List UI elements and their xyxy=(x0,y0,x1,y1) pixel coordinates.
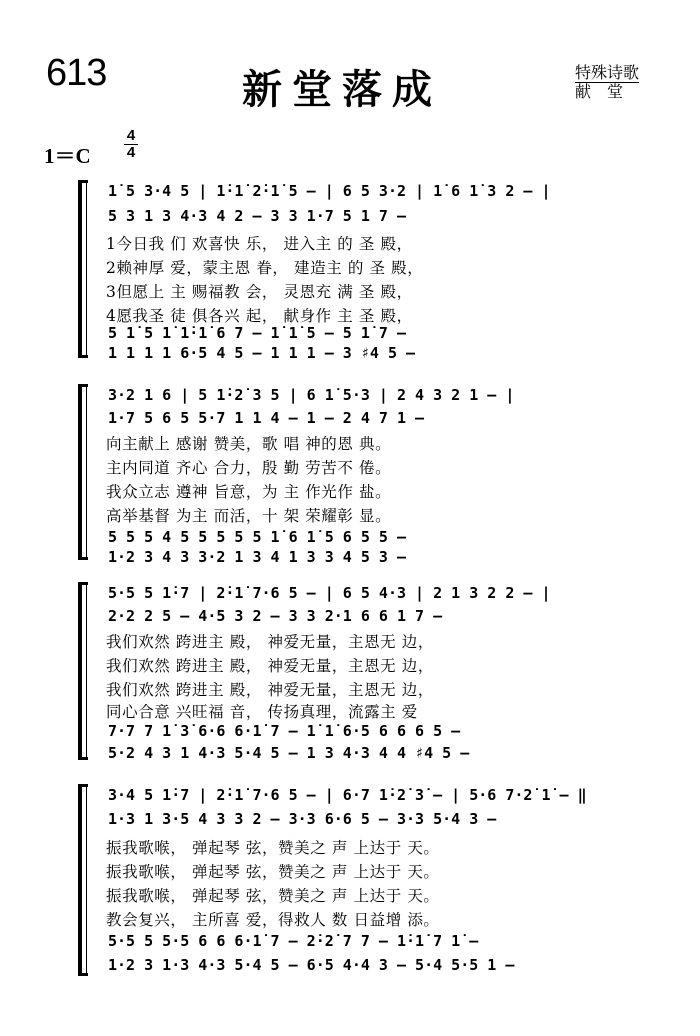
lyric-verse-2: 主内同道 齐心 合力，殷 勤 劳苦不 倦。 xyxy=(106,459,392,477)
melody-line: 5·5 5 1̇·7 | 2̇·1̇ 7·6 5 – | 6 5 4·3 | 2 1 3 2 2 – | xyxy=(108,584,551,602)
key-signature: 1＝C xyxy=(44,144,91,168)
tenor-line: 5 1̇ 5 1̇ 1̇·1̇ 6 7 – 1̇ 1̇ 5 – 5 1̇ 7 – xyxy=(108,324,407,342)
lyric-verse-3: 3但愿上 主 赐福教 会， 灵恩充 满 圣 殿， xyxy=(106,283,413,301)
lyric-verse-1: 向主献上 感谢 赞美，歌 唱 神的恩 典。 xyxy=(106,435,392,453)
alto-line: 1·3 1 3·5 4 3 3 2 – 3·3 6·6 5 – 3·3 5·4 3 – xyxy=(108,810,497,828)
music-system-4 xyxy=(78,782,678,978)
alto-line: 1·7 5 6 5 5·7 1 1 4 – 1 – 2 4 7 1 – xyxy=(108,409,425,427)
time-signature-bottom: 4 xyxy=(126,144,136,161)
tenor-line: 7·7 7 1̇ 3̇ 6·6 6·1̇ 7 – 1̇ 1̇ 6·5 6 6 6 5 – xyxy=(108,722,461,740)
lyric-verse-2: 振我歌喉， 弹起琴 弦，赞美之 声 上达于 天。 xyxy=(106,863,440,881)
category-label: 特殊诗歌 xyxy=(575,63,640,82)
music-system-1 xyxy=(78,178,678,360)
system-brace xyxy=(78,384,82,560)
music-system-3 xyxy=(78,580,678,762)
lyric-verse-2: 我们欢然 跨进主 殿， 神爱无量，主恩无 边， xyxy=(106,657,435,675)
time-signature xyxy=(124,128,138,161)
bass-line: 1·2 3 4 3 3·2 1 3 4 1 3 3 4 5 3 – xyxy=(108,548,407,566)
lyric-verse-1: 1今日我 们 欢喜快 乐， 进入主 的 圣 殿， xyxy=(106,235,413,253)
tenor-line: 5·5 5 5·5 6 6 6·1̇ 7 – 2̇·2̇ 7 7 – 1̇·1̇ 7 1̇ – xyxy=(108,932,479,950)
system-bracket xyxy=(86,180,87,358)
lyric-verse-4: 教会复兴， 主所喜 爱，得救人 数 日益增 添。 xyxy=(106,911,440,929)
bass-line: 1 1 1 1 6·5 4 5 – 1 1 1 – 3 ♯4 5 – xyxy=(108,344,416,362)
system-bracket xyxy=(86,582,87,760)
lyric-verse-4: 同心合意 兴旺福 音， 传扬真理，流露主 爱 xyxy=(106,703,418,721)
lyric-verse-3: 振我歌喉， 弹起琴 弦，赞美之 声 上达于 天。 xyxy=(106,887,440,905)
music-system-2 xyxy=(78,382,678,566)
lyric-verse-2: 2赖神厚 爱，蒙主恩 眷， 建造主 的 圣 殿， xyxy=(106,259,424,277)
subcategory-label: 献 堂 xyxy=(575,82,624,101)
alto-line: 2·2 2 5 – 4·5 3 2 – 3 3 2·1 6 6 1 7 – xyxy=(108,607,443,625)
system-brace xyxy=(78,784,82,976)
melody-line: 3·4 5 1̇·7 | 2̇·1̇ 7·6 5 – | 6·7 1̇·2̇ 3̇ – | 5·6 7·2̇ 1̇ – ‖ xyxy=(108,786,587,804)
hymn-number: 613 xyxy=(46,52,107,94)
system-bracket xyxy=(86,384,87,560)
system-brace xyxy=(78,180,82,358)
hymn-title: 新堂落成 xyxy=(242,66,442,113)
melody-line: 3·2 1 6 | 5 1̇·2̇ 3 5 | 6 1̇ 5·3 | 2 4 3 2 1 – | xyxy=(108,386,515,404)
bass-line: 5·2 4 3 1 4·3 5·4 5 – 1 3 4·3 4 4 ♯4 5 – xyxy=(108,744,470,762)
hymn-category xyxy=(575,64,639,101)
bass-line: 1·2 3 1·3 4·3 5·4 5 – 6·5 4·4 3 – 5·4 5·5 1 – xyxy=(108,956,515,974)
tenor-line: 5 5 5 4 5 5 5 5 5 1̇ 6 1̇ 5 6 5 5 – xyxy=(108,528,407,546)
lyric-verse-4: 高举基督 为主 而活，十 架 荣耀彰 显。 xyxy=(106,507,392,525)
lyric-verse-4: 4愿我圣 徒 俱各兴 起， 献身作 主 圣 殿， xyxy=(106,307,413,325)
melody-line: 1̇ 5 3·4 5 | 1̇·1̇ 2̇·1̇ 5 – | 6 5 3·2 | 1̇ 6 1̇ 3 2 – | xyxy=(108,182,551,200)
lyric-verse-1: 振我歌喉， 弹起琴 弦，赞美之 声 上达于 天。 xyxy=(106,839,440,857)
alto-line: 5 3 1 3 4·3 4 2 – 3 3 1·7 5 1 7 – xyxy=(108,207,407,225)
lyric-verse-3: 我们欢然 跨进主 殿， 神爱无量，主恩无 边， xyxy=(106,681,435,699)
system-bracket xyxy=(86,784,87,976)
lyric-verse-3: 我众立志 遵神 旨意，为 主 作光作 盐。 xyxy=(106,483,392,501)
system-brace xyxy=(78,582,82,760)
time-signature-top: 4 xyxy=(124,128,138,145)
lyric-verse-1: 我们欢然 跨进主 殿， 神爱无量，主恩无 边， xyxy=(106,633,435,651)
